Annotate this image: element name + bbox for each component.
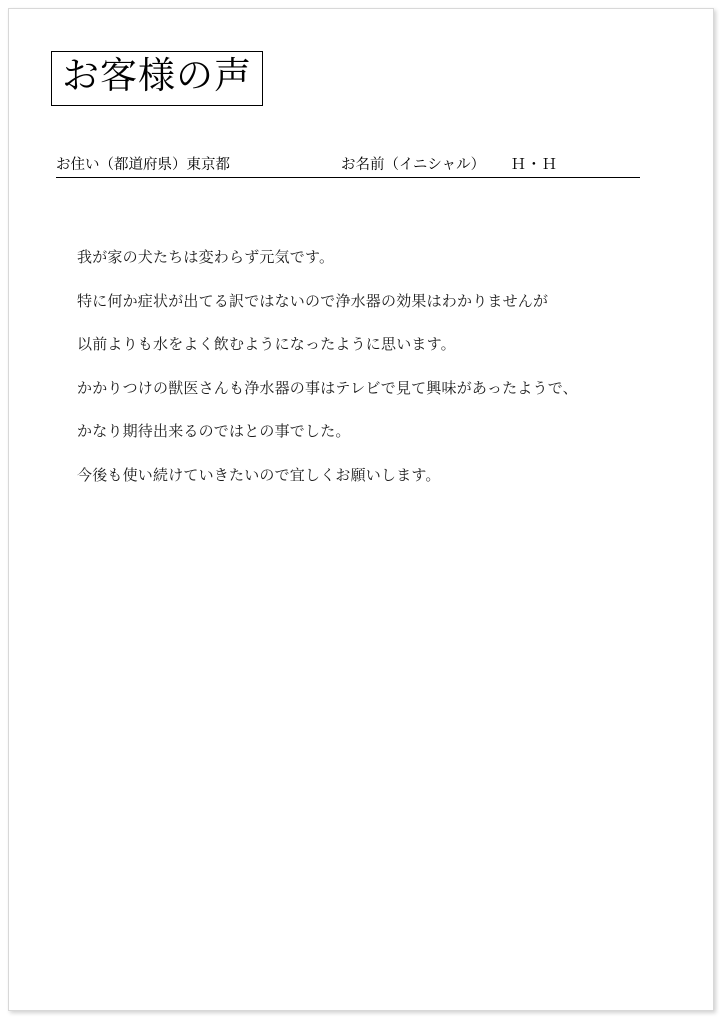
residence-field — [56, 156, 230, 174]
body-line: 特に何か症状が出てる訳ではないので浄水器の効果はわかりませんが — [77, 293, 549, 310]
name-field — [341, 156, 558, 174]
meta-row — [56, 152, 640, 178]
testimonial-body — [77, 237, 657, 498]
document-title-box — [51, 51, 263, 106]
name-value: Ｈ・Ｈ — [511, 157, 558, 173]
name-label: お名前（イニシャル） — [341, 157, 486, 173]
document-page — [8, 8, 714, 1011]
residence-label: お住い（都道府県） — [56, 157, 187, 173]
residence-value: 東京都 — [186, 157, 230, 173]
body-line: かかりつけの獣医さんも浄水器の事はテレビで見て興味があったようで、 — [77, 380, 578, 397]
body-line: 我が家の犬たちは変わらず元気です。 — [77, 250, 335, 266]
body-line: 今後も使い続けていきたいので宜しくお願いします。 — [77, 467, 441, 484]
body-line: 以前よりも水をよく飲むようになったように思います。 — [77, 337, 456, 353]
page-title: お客様の声 — [62, 56, 252, 97]
body-line: かなり期待出来るのではとの事でした。 — [77, 424, 351, 440]
